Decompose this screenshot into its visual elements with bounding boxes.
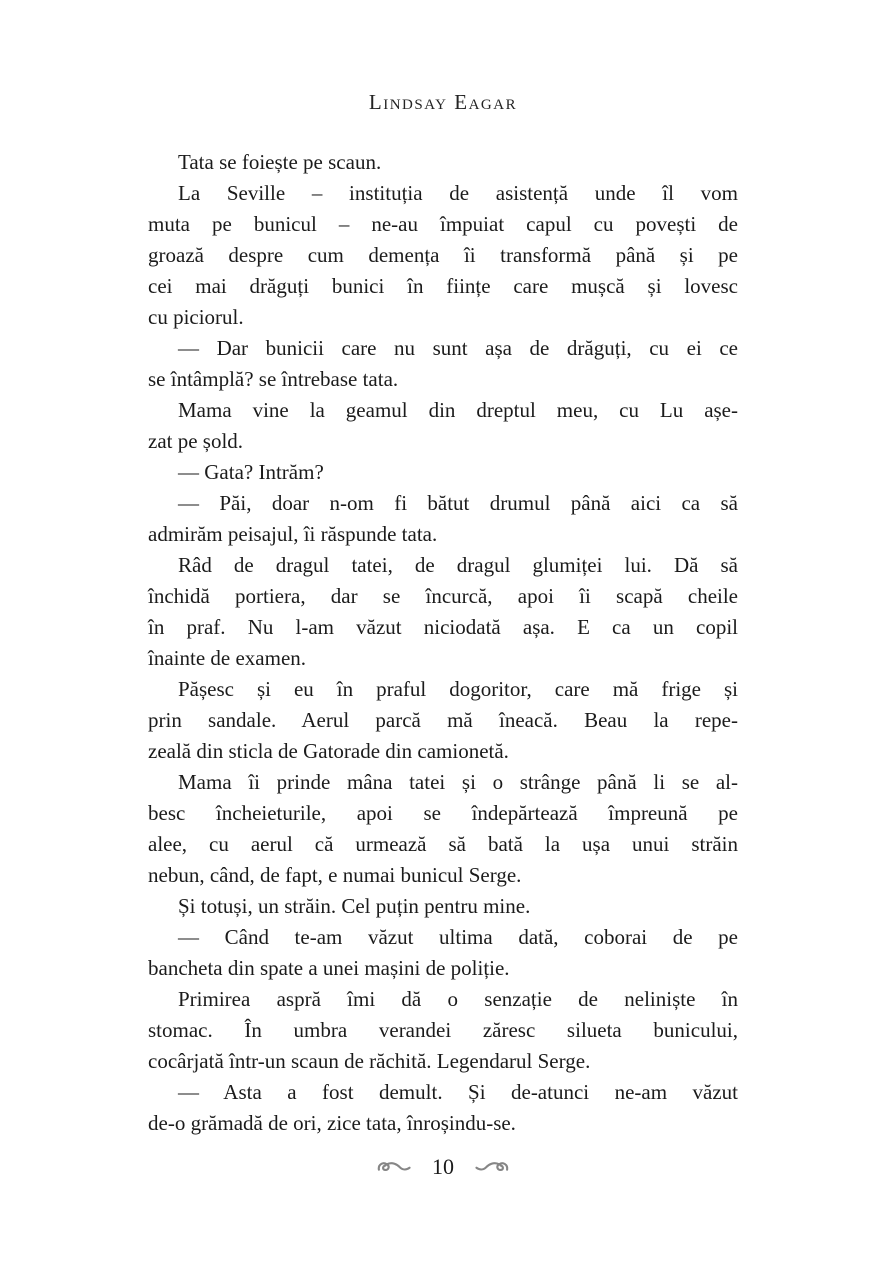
text-line: besc încheieturile, apoi se îndepărtează împreună pe xyxy=(148,801,738,825)
text-line: Și totuși, un străin. Cel puțin pentru mine. xyxy=(178,894,531,918)
paragraph xyxy=(148,674,738,767)
text-line: închidă portiera, dar se încurcă, apoi îi scapă cheile xyxy=(148,584,738,608)
text-line: groază despre cum demența îi transformă până și pe xyxy=(148,243,738,267)
text-line: Râd de dragul tatei, de dragul glumiței lui. Dă să xyxy=(178,553,738,577)
text-line: alee, cu aerul că urmează să bată la ușa unui străin xyxy=(148,832,738,856)
text-line: nebun, când, de fapt, e numai bunicul Serge. xyxy=(148,863,522,887)
paragraph xyxy=(148,178,738,333)
text-line: Pășesc și eu în praful dogoritor, care mă frige și xyxy=(178,677,738,701)
paragraph xyxy=(148,333,738,395)
text-line: cocârjată într-un scaun de răchită. Legendarul Serge. xyxy=(148,1049,591,1073)
text-line: — Dar bunicii care nu sunt așa de drăguți, cu ei ce xyxy=(178,336,738,360)
text-line: bancheta din spate a unei mașini de poliție. xyxy=(148,956,510,980)
paragraph xyxy=(148,1077,738,1139)
paragraph xyxy=(148,395,738,457)
text-line: Mama îi prinde mâna tatei și o strânge până li se al- xyxy=(178,770,738,794)
text-line: zeală din sticla de Gatorade din camionetă. xyxy=(148,739,509,763)
text-line: se întâmplă? se întrebase tata. xyxy=(148,367,399,391)
text-line: — Gata? Intrăm? xyxy=(178,460,324,484)
text-line: înainte de examen. xyxy=(148,646,307,670)
paragraph xyxy=(148,891,738,922)
text-line: — Asta a fost demult. Și de-atunci ne-am văzut xyxy=(178,1080,738,1104)
text-line: de-o grămadă de ori, zice tata, înroșindu-se. xyxy=(148,1111,516,1135)
body-text xyxy=(148,147,738,1139)
page-footer xyxy=(148,1155,738,1179)
paragraph xyxy=(148,147,738,178)
text-line: Primirea aspră îmi dă o senzație de neliniște în xyxy=(178,987,738,1011)
text-line: Mama vine la geamul din dreptul meu, cu Lu așe- xyxy=(178,398,738,422)
running-header: Lindsay Eagar xyxy=(368,90,518,114)
flourish-left-icon xyxy=(376,1159,412,1175)
text-line: muta pe bunicul – ne-au împuiat capul cu povești de xyxy=(148,212,738,236)
text-line: în praf. Nu l-am văzut niciodată așa. E ca un copil xyxy=(148,615,738,639)
text-line: — Păi, doar n-om fi bătut drumul până aici ca să xyxy=(178,491,738,515)
text-line: admirăm peisajul, îi răspunde tata. xyxy=(148,522,438,546)
text-line: — Când te-am văzut ultima dată, coborai de pe xyxy=(178,925,738,949)
text-line: cu piciorul. xyxy=(148,305,244,329)
text-line: zat pe șold. xyxy=(148,429,244,453)
paragraph xyxy=(148,767,738,891)
text-line: prin sandale. Aerul parcă mă îneacă. Beau la repe- xyxy=(148,708,738,732)
text-line: stomac. În umbra verandei zăresc silueta bunicului, xyxy=(148,1018,738,1042)
paragraph xyxy=(148,984,738,1077)
text-line: cei mai drăguți bunici în ființe care mușcă și lovesc xyxy=(148,274,738,298)
text-line: Tata se foiește pe scaun. xyxy=(178,150,382,174)
paragraph xyxy=(148,922,738,984)
paragraph xyxy=(148,488,738,550)
paragraph xyxy=(148,550,738,674)
page-number: 10 xyxy=(432,1154,454,1179)
paragraph xyxy=(148,457,738,488)
flourish-right-icon xyxy=(474,1159,510,1175)
text-line: La Seville – instituția de asistență unde îl vom xyxy=(178,181,738,205)
